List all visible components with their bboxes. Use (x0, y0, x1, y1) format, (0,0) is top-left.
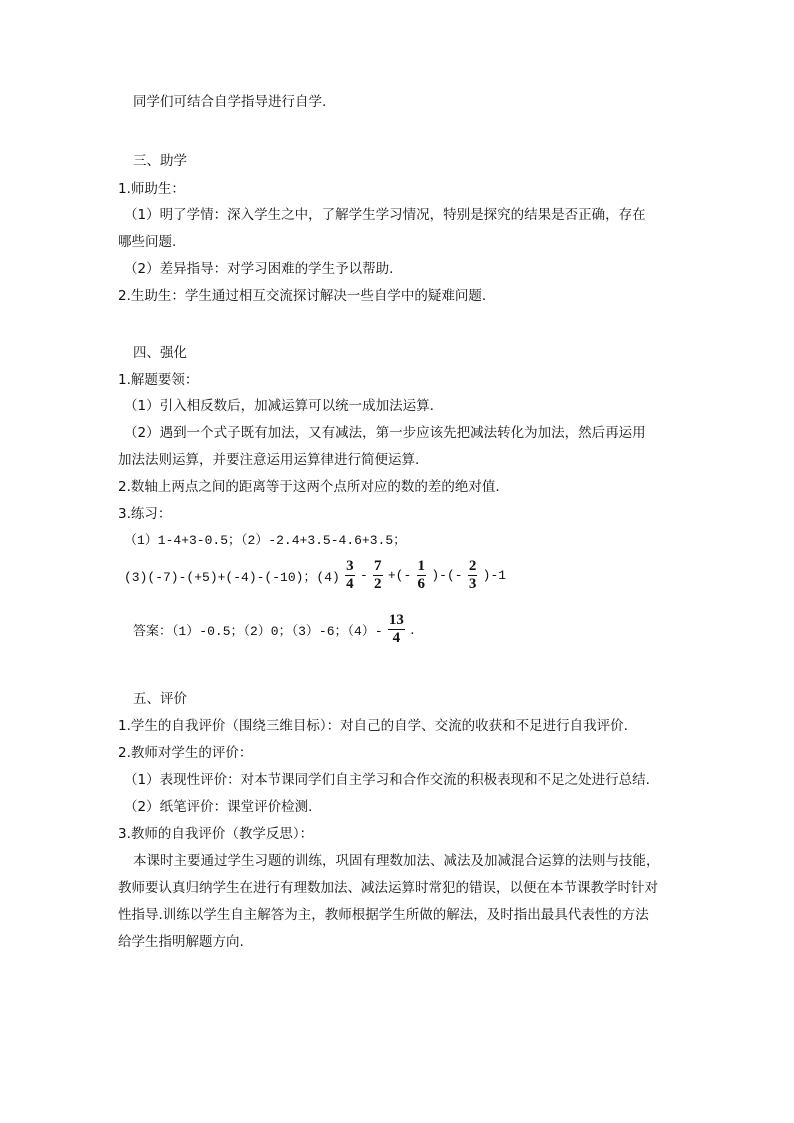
fraction-denominator: 2 (374, 576, 382, 592)
reflection-line-1: 本课时主要通过学生习题的训练，巩固有理数加法、减法及加减混合运算的法则与技能， (133, 853, 660, 869)
s5-item-2b: （2）纸笔评价：课堂评价检测. (124, 799, 313, 815)
s4-item-2: 2.数轴上两点之间的距离等于这两个点所对应的数的差的绝对值. (118, 479, 500, 495)
intro-text: 同学们可结合自学指导进行自学. (133, 94, 327, 110)
operator: )-1 (482, 568, 507, 583)
fraction-3-4 (345, 558, 355, 593)
s4-item-1a: （1）引入相反数后，加减运算可以统一成加法运算. (124, 398, 434, 414)
exercise-line-2-prefix: (3)(-7)-(+5)+(-4)-(-10)；(4) (124, 570, 340, 585)
exercise-line-1: （1）1-4+3-0.5；（2）-2.4+3.5-4.6+3.5； (124, 533, 407, 548)
fraction-7-2 (373, 558, 383, 593)
fraction-numerator: 7 (374, 558, 382, 574)
s5-item-3: 3.教师的自我评价（教学反思）： (118, 826, 314, 842)
s3-item-1a-line1: （1）明了学情：深入学生之中，了解学生学习情况，特别是探究的结果是否正确，存在 (124, 207, 646, 223)
s3-item-1: 1.师助生： (118, 181, 185, 197)
s4-item-3: 3.练习： (118, 506, 172, 522)
fraction-numerator: 13 (388, 612, 404, 628)
s4-item-1b-line2: 加法法则运算，并要注意运用运算律进行简便运算. (118, 452, 420, 468)
s3-item-2: 2.生助生：学生通过相互交流探讨解决一些自学中的疑难问题. (118, 288, 487, 304)
fraction-numerator: 3 (346, 558, 354, 574)
fraction-1-6 (417, 558, 427, 593)
fraction-denominator: 3 (468, 576, 477, 592)
section-4-heading: 四、强化 (133, 345, 187, 361)
answer-suffix: . (410, 621, 415, 638)
fraction-2-3 (468, 558, 478, 593)
s4-item-1b-line1: （2）遇到一个式子既有加法，又有减法，第一步应该先把减法转化为加法，然后再运用 (124, 425, 646, 441)
fraction-13-4 (388, 612, 405, 647)
operator: +(- (387, 568, 412, 583)
reflection-line-3: 性指导.训练以学生自主解答为主，教师根据学生所做的解法，及时指出最具代表性的方法 (118, 907, 649, 923)
section-3-heading: 三、助学 (133, 153, 187, 169)
answer-line (133, 612, 415, 647)
s5-item-1: 1.学生的自我评价（围绕三维目标）：对自己的自学、交流的收获和不足进行自我评价. (118, 718, 628, 734)
s3-item-1a-line2: 哪些问题. (118, 234, 177, 250)
s3-item-1b: （2）差异指导：对学习困难的学生予以帮助. (124, 261, 394, 277)
answer-prefix: 答案：（1）-0.5；（2）0；（3）-6；（4）- (133, 624, 383, 639)
fraction-denominator: 4 (388, 629, 405, 647)
operator: - (359, 568, 368, 583)
fraction-denominator: 6 (417, 576, 426, 592)
exercise-line-2 (124, 558, 506, 593)
s5-item-2: 2.教师对学生的评价： (118, 745, 253, 761)
operator: )-(- (431, 568, 463, 583)
s4-item-1: 1.解题要领： (118, 372, 199, 388)
reflection-line-4: 给学生指明解题方向. (118, 934, 244, 950)
section-5-heading: 五、评价 (133, 691, 187, 707)
fraction-denominator: 4 (346, 576, 354, 592)
fraction-numerator: 2 (468, 558, 477, 574)
s5-item-2a: （1）表现性评价：对本节课同学们自主学习和合作交流的积极表现和不足之处进行总结. (124, 772, 650, 788)
fraction-numerator: 1 (417, 558, 426, 574)
reflection-line-2: 教师要认真归纳学生在进行有理数加法、减法运算时常犯的错误，以便在本节课教学时针对 (118, 880, 658, 896)
